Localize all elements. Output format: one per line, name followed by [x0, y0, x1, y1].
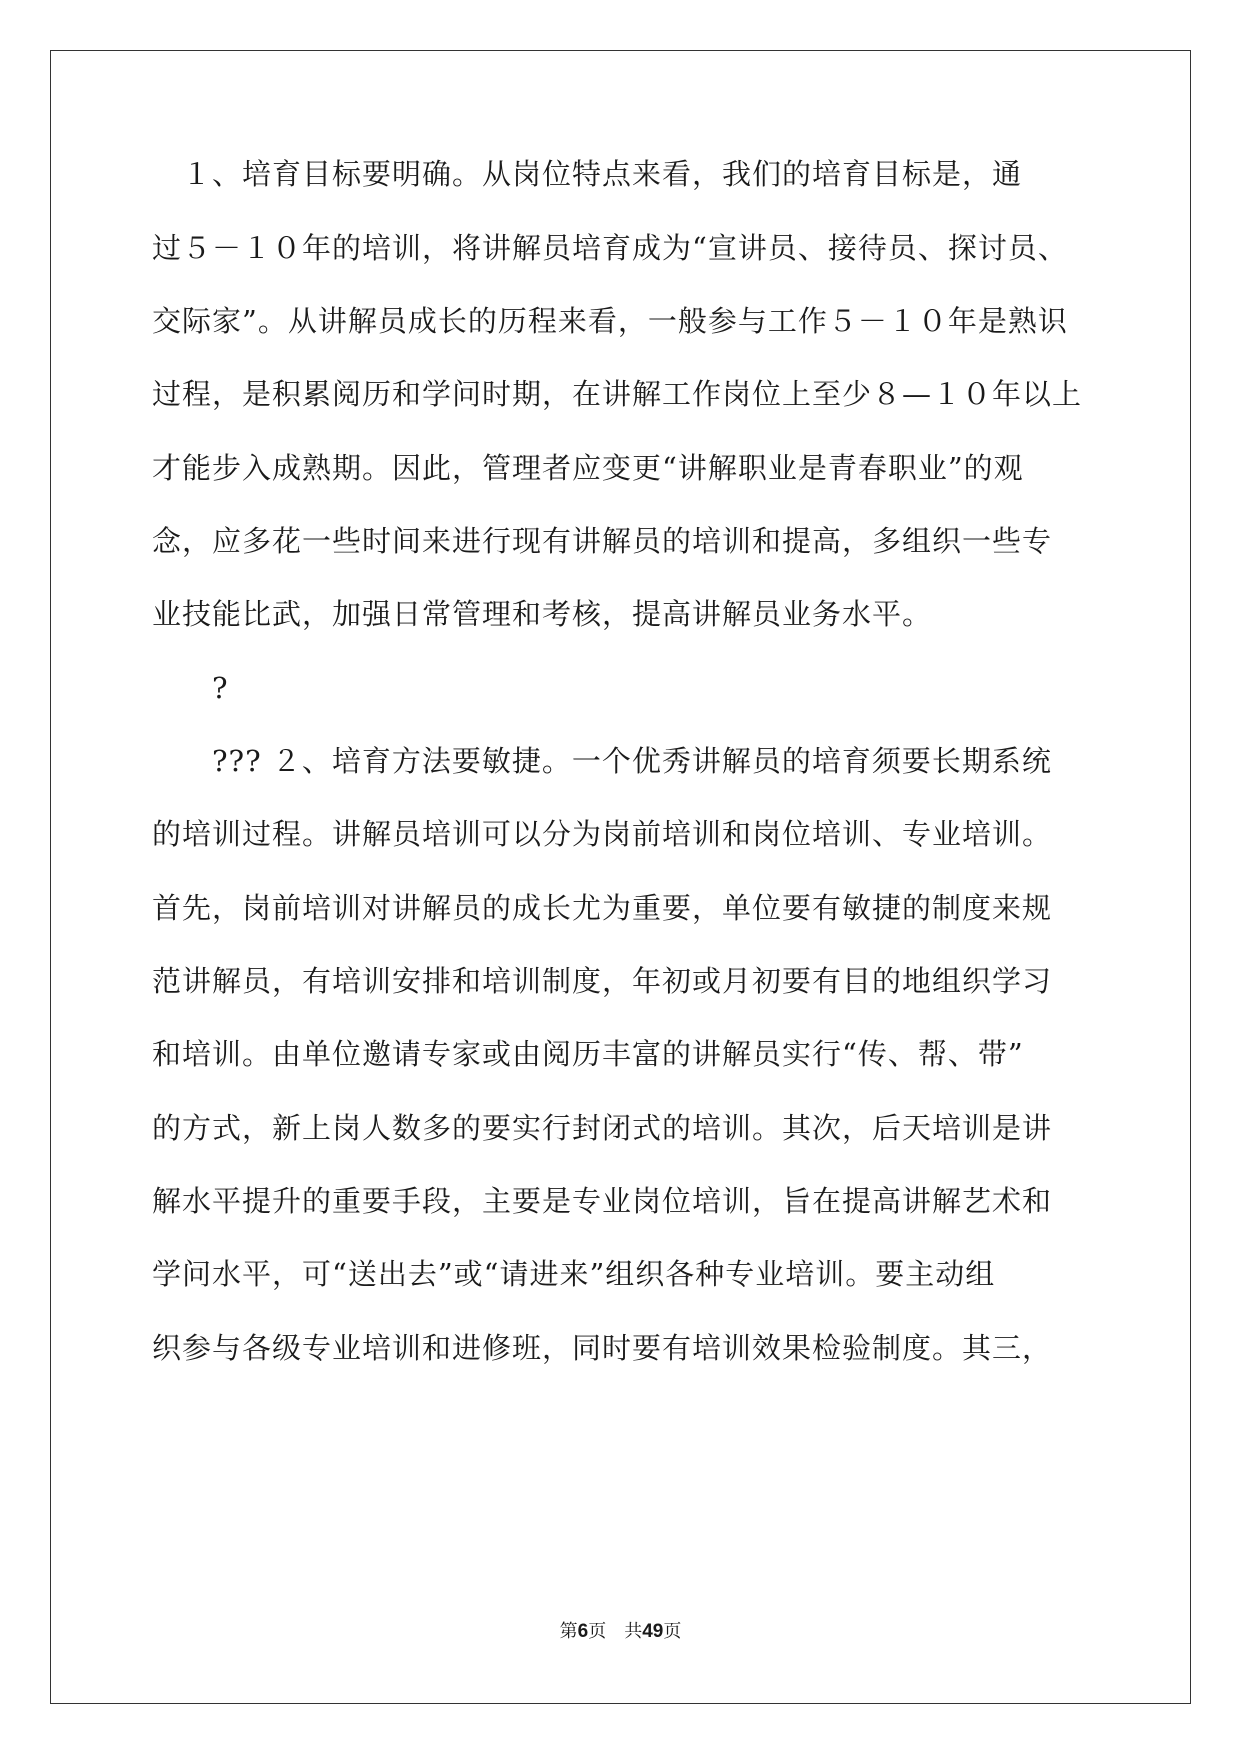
current-page-number: 6: [577, 1621, 589, 1642]
body-line: 和培训。由单位邀请专家或由阅历丰富的讲解员实行“传、帮、带”: [152, 1037, 1024, 1071]
body-line: ?: [152, 671, 229, 705]
body-line: 才能步入成熟期。因此，管理者应变更“讲解职业是青春职业”的观: [152, 451, 1024, 485]
footer-total-suffix: 页: [663, 1621, 682, 1642]
body-line: 念，应多花一些时间来进行现有讲解员的培训和提高，多组织一些专: [152, 524, 1053, 558]
body-line: １、培育目标要明确。从岗位特点来看，我们的培育目标是，通: [152, 157, 1023, 191]
body-line: 的方式，新上岗人数多的要实行封闭式的培训。其次，后天培训是讲: [152, 1111, 1053, 1145]
page-footer: [0, 1620, 1241, 1644]
body-line: 交际家”。从讲解员成长的历程来看，一般参与工作５－１０年是熟识: [152, 304, 1068, 338]
page-border: [50, 50, 1191, 1704]
body-line: 解水平提升的重要手段，主要是专业岗位培训，旨在提高讲解艺术和: [152, 1184, 1053, 1218]
body-line: 织参与各级专业培训和进修班，同时要有培训效果检验制度。其三，: [152, 1331, 1053, 1365]
body-line: 业技能比武，加强日常管理和考核，提高讲解员业务水平。: [152, 597, 933, 631]
body-line: 过５－１０年的培训，将讲解员培育成为“宣讲员、接待员、探讨员、: [152, 231, 1068, 265]
total-page-count: 49: [642, 1621, 664, 1642]
body-line: 过程，是积累阅历和学问时期，在讲解工作岗位上至少８—１０年以上: [152, 377, 1083, 411]
footer-total-prefix: 共: [624, 1621, 643, 1642]
footer-page-suffix: 页: [588, 1621, 607, 1642]
body-line: 的培训过程。讲解员培训可以分为岗前培训和岗位培训、专业培训。: [152, 817, 1053, 851]
body-line: 首先，岗前培训对讲解员的成长尤为重要，单位要有敏捷的制度来规: [152, 891, 1053, 925]
footer-prefix: 第: [559, 1621, 578, 1642]
body-line: 学问水平，可“送出去”或“请进来”组织各种专业培训。要主动组: [152, 1257, 996, 1291]
body-line: ??? ２、培育方法要敏捷。一个优秀讲解员的培育须要长期系统: [152, 744, 1052, 778]
body-line: 范讲解员，有培训安排和培训制度，年初或月初要有目的地组织学习: [152, 964, 1053, 998]
